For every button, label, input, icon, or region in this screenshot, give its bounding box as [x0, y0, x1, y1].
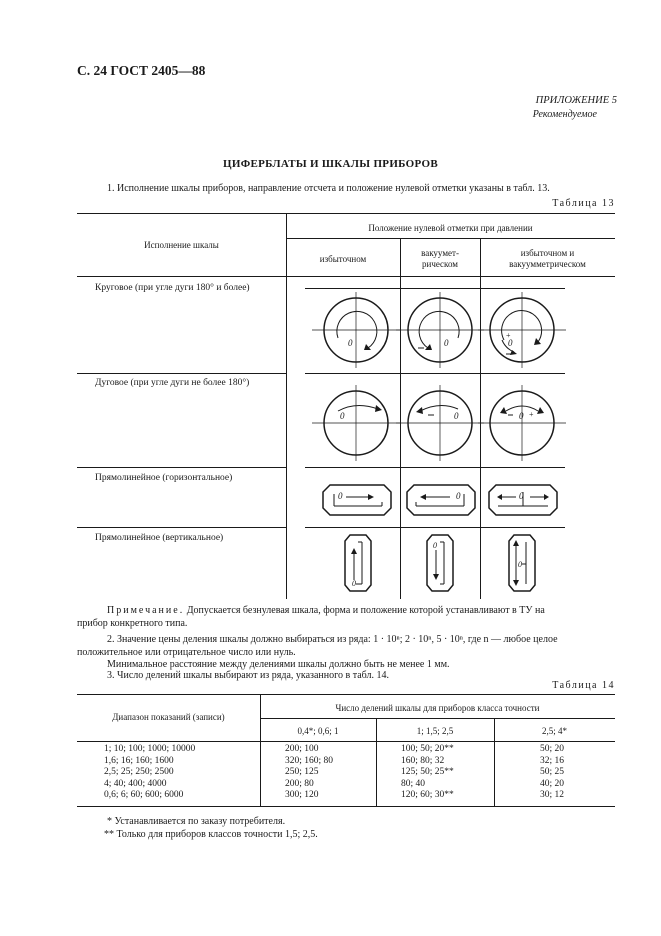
vertical-scale-excess-icon — [344, 534, 372, 592]
table14-subhead-2: 1; 1,5; 2,5 — [416, 726, 454, 736]
svg-text:0: 0 — [456, 491, 461, 501]
horizontal-scale-combined-icon — [488, 484, 558, 516]
table13-caption: Таблица 13 — [552, 198, 615, 209]
svg-text:0: 0 — [454, 411, 459, 421]
table14-group-rule — [260, 718, 615, 719]
table14-row2-range: 1,6; 16; 160; 1600 — [104, 756, 174, 766]
table14-row4-c1: 200; 80 — [285, 779, 314, 789]
table13-top-rule — [77, 213, 615, 214]
table14-row2-c3: 32; 16 — [540, 756, 565, 766]
paragraph-1: 1. Исполнение шкалы приборов, направление отсчета и положение нулевой отметки указаны в табл. 13. — [107, 183, 550, 194]
footnote-1: * Устанавливается по заказу потребителя. — [107, 816, 286, 827]
table14-bottom-rule — [77, 806, 615, 807]
svg-text:0: 0 — [518, 560, 522, 569]
table14-row2-c2: 160; 80; 32 — [401, 756, 445, 766]
svg-text:+: + — [506, 331, 511, 340]
svg-text:0: 0 — [433, 541, 437, 550]
table13-row-circular: Круговое (при угле дуги 180° и более) — [95, 283, 250, 293]
table14-caption: Таблица 14 — [552, 680, 615, 691]
table13-row-arc: Дуговое (при угле дуги не более 180°) — [95, 378, 250, 388]
table13-vrule-2 — [400, 238, 401, 599]
svg-text:0: 0 — [348, 338, 353, 348]
table13-subhead-1: избыточном — [319, 254, 367, 264]
vertical-scale-combined-icon — [508, 534, 536, 592]
table14-row3-c3: 50; 25 — [540, 767, 565, 777]
table13-vrule-3 — [480, 238, 481, 599]
table14-row5-range: 0,6; 6; 60; 600; 6000 — [104, 790, 184, 800]
svg-text:0: 0 — [508, 338, 513, 348]
svg-text:0: 0 — [338, 491, 343, 501]
table14-top-rule — [77, 694, 615, 695]
circular-dial-combined-icon — [486, 290, 558, 370]
table14-row3-c1: 250; 125 — [285, 767, 319, 777]
table14-row1-c1: 200; 100 — [285, 744, 319, 754]
note-label: Примечание. — [107, 605, 185, 616]
table14-row1-c3: 50; 20 — [540, 744, 565, 754]
table13-img-rule-1 — [305, 373, 565, 374]
arc-dial-combined-icon — [486, 383, 558, 463]
table14-head-rule — [77, 741, 615, 742]
note-text-continued: прибор конкретного типа. — [77, 618, 188, 629]
table14-row3-c2: 125; 50; 25** — [401, 767, 454, 777]
paragraph-2b: положительное или отрицательное число или нуль. — [77, 647, 296, 658]
table14-head-group: Число делений шкалы для приборов класса точности — [335, 703, 540, 713]
note-paragraph — [107, 605, 545, 616]
table14-head-col1: Диапазон показаний (записи) — [112, 712, 225, 722]
table14-row5-c2: 120; 60; 30** — [401, 790, 454, 800]
svg-text:0: 0 — [519, 491, 524, 501]
table14-row4-c2: 80; 40 — [401, 779, 426, 789]
table14-row4-c3: 40; 20 — [540, 779, 565, 789]
circular-dial-excess-icon — [320, 290, 392, 370]
table13-subhead-3: избыточном и вакуумметрическом — [509, 248, 586, 269]
svg-text:0: 0 — [352, 579, 356, 588]
table13-row-horizontal: Прямолинейное (горизонтальное) — [95, 473, 233, 483]
table13-head-group: Положение нулевой отметки при давлении — [368, 223, 533, 233]
footnote-2: ** Только для приборов классов точности 1,5; 2,5. — [104, 829, 318, 840]
table14-row5-c3: 30; 12 — [540, 790, 565, 800]
horizontal-scale-excess-icon — [322, 484, 392, 516]
svg-text:0: 0 — [340, 411, 345, 421]
paragraph-2a: 2. Значение цены деления шкалы должно выбираться из ряда: 1 · 10ⁿ; 2 · 10ⁿ, 5 · 10ⁿ, где n — любое целое — [107, 634, 558, 645]
table14-row2-c1: 320; 160; 80 — [285, 756, 334, 766]
arc-dial-excess-icon — [320, 383, 392, 463]
table14-row3-range: 2,5; 25; 250; 2500 — [104, 767, 174, 777]
table13-row-rule-1 — [77, 373, 286, 374]
appendix-subtitle: Рекомендуемое — [532, 109, 597, 120]
table13-group-rule — [286, 238, 615, 239]
table13-img-rule-0 — [305, 288, 565, 289]
section-title: ЦИФЕРБЛАТЫ И ШКАЛЫ ПРИБОРОВ — [223, 158, 438, 170]
table13-img-rule-3 — [305, 527, 565, 528]
svg-text:0: 0 — [444, 338, 449, 348]
svg-text:+: + — [529, 410, 534, 419]
note-text: Допускается безнулевая шкала, форма и положение которой устанавливают в ТУ на — [184, 605, 545, 616]
table13-head-col1: Исполнение шкалы — [144, 240, 219, 250]
table13-subhead-2: вакуумет- рическом — [421, 248, 459, 269]
table14-row1-c2: 100; 50; 20** — [401, 744, 454, 754]
table13-vrule-1 — [286, 213, 287, 599]
paragraph-2c: Минимальное расстояние между делениями шкалы должно быть не менее 1 мм. — [107, 659, 450, 670]
svg-text:0: 0 — [519, 411, 524, 421]
table14-row5-c1: 300; 120 — [285, 790, 319, 800]
arc-dial-vacuum-icon — [404, 383, 476, 463]
horizontal-scale-vacuum-icon — [406, 484, 476, 516]
table13-row-rule-2 — [77, 467, 286, 468]
appendix-title: ПРИЛОЖЕНИЕ 5 — [535, 95, 617, 106]
table13-head-rule — [77, 276, 615, 277]
paragraph-3: 3. Число делений шкалы выбирают из ряда, указанного в табл. 14. — [107, 670, 389, 681]
table13-row-rule-3 — [77, 527, 286, 528]
circular-dial-vacuum-icon — [404, 290, 476, 370]
table14-row1-range: 1; 10; 100; 1000; 10000 — [104, 744, 196, 754]
page-header: С. 24 ГОСТ 2405—88 — [77, 63, 206, 78]
table14-subhead-1: 0,4*; 0,6; 1 — [297, 726, 339, 736]
table13-row-vertical: Прямолинейное (вертикальное) — [95, 533, 224, 543]
table14-subhead-3: 2,5; 4* — [541, 726, 567, 736]
table13-img-rule-2 — [305, 467, 565, 468]
table14-row4-range: 4; 40; 400; 4000 — [104, 779, 167, 789]
vertical-scale-vacuum-icon — [426, 534, 454, 592]
